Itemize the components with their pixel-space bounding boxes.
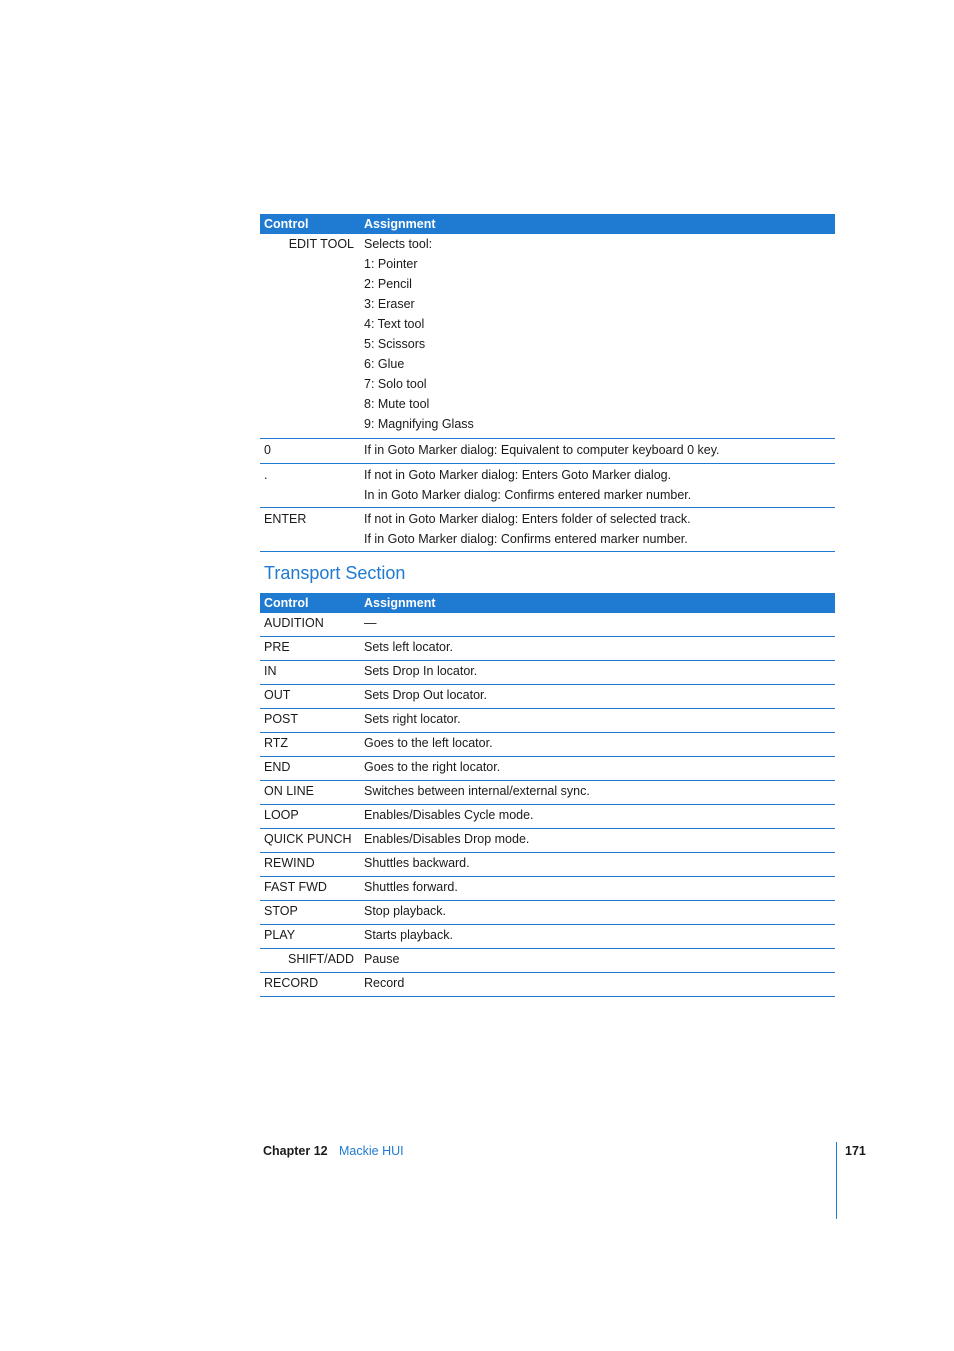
- control-cell: QUICK PUNCH: [264, 832, 352, 846]
- assignment-cell: [364, 465, 835, 505]
- assignment-cell: Sets Drop In locator.: [364, 664, 478, 678]
- control-cell: AUDITION: [264, 616, 324, 630]
- assignment-cell: Goes to the left locator.: [364, 736, 493, 750]
- assignment-line: 4: Text tool: [364, 317, 425, 331]
- control-cell: RTZ: [264, 736, 289, 750]
- control-cell: PLAY: [264, 928, 296, 942]
- table-row: [260, 781, 835, 805]
- assignment-cell: Sets Drop Out locator.: [364, 688, 487, 702]
- assignment-line: 9: Magnifying Glass: [364, 417, 474, 431]
- header-assignment: Assignment: [364, 596, 436, 610]
- transport-table: [260, 593, 835, 997]
- control-cell: .: [264, 468, 268, 482]
- assignment-cell: Sets right locator.: [364, 712, 461, 726]
- assignment-cell: Goes to the right locator.: [364, 760, 501, 774]
- control-cell: EDIT TOOL: [288, 237, 354, 251]
- assignment-cell: Shuttles forward.: [364, 880, 458, 894]
- table-row: [260, 637, 835, 661]
- table-row: [260, 805, 835, 829]
- assignment-line: If not in Goto Marker dialog: Enters folder of selected track.: [364, 512, 691, 526]
- assignment-cell: Switches between internal/external sync.: [364, 784, 590, 798]
- assignment-line: If in Goto Marker dialog: Equivalent to computer keyboard 0 key.: [364, 443, 720, 457]
- table-row: [260, 685, 835, 709]
- table-row: [260, 661, 835, 685]
- assignment-cell: [364, 440, 835, 460]
- control-cell: PRE: [264, 640, 290, 654]
- control-cell: OUT: [264, 688, 291, 702]
- table-row: [260, 234, 835, 439]
- table-row: [260, 877, 835, 901]
- assignment-line: 2: Pencil: [364, 277, 412, 291]
- control-cell: POST: [264, 712, 299, 726]
- control-cell: ON LINE: [264, 784, 315, 798]
- control-cell: RECORD: [264, 976, 319, 990]
- assignment-line: 7: Solo tool: [364, 377, 427, 391]
- table-row: [260, 508, 835, 552]
- control-cell: SHIFT/ADD: [288, 952, 354, 966]
- table-row: [260, 439, 835, 464]
- assignment-cell: Record: [364, 976, 405, 990]
- control-cell: FAST FWD: [264, 880, 327, 894]
- section-title: Transport Section: [264, 563, 406, 583]
- control-cell: 0: [264, 443, 271, 457]
- assignment-cell: [364, 234, 835, 434]
- header-control: Control: [264, 217, 309, 231]
- assignment-cell: Shuttles backward.: [364, 856, 470, 870]
- table-row: [260, 613, 835, 637]
- assignment-table-1: [260, 214, 835, 552]
- assignment-line: In in Goto Marker dialog: Confirms entered marker number.: [364, 488, 692, 502]
- assignment-line: 3: Eraser: [364, 297, 415, 311]
- header-control: Control: [264, 596, 309, 610]
- table-row: [260, 464, 835, 508]
- control-cell: LOOP: [264, 808, 299, 822]
- assignment-line: If not in Goto Marker dialog: Enters Goto Marker dialog.: [364, 468, 672, 482]
- footer-chapter-title: Mackie HUI: [339, 1144, 404, 1158]
- footer-chapter: Chapter 12: [263, 1144, 328, 1158]
- table-row: [260, 733, 835, 757]
- table-row: [260, 925, 835, 949]
- table-row: [260, 901, 835, 925]
- assignment-line: 1: Pointer: [364, 257, 418, 271]
- table-header: [260, 214, 835, 234]
- table-row: [260, 853, 835, 877]
- assignment-line: Selects tool:: [364, 237, 433, 251]
- assignment-line: If in Goto Marker dialog: Confirms entered marker number.: [364, 532, 688, 546]
- assignment-line: 8: Mute tool: [364, 397, 430, 411]
- table-row: [260, 949, 835, 973]
- assignment-cell: [364, 509, 835, 549]
- assignment-cell: —: [364, 616, 377, 630]
- assignment-cell: Enables/Disables Drop mode.: [364, 832, 530, 846]
- control-cell: STOP: [264, 904, 298, 918]
- assignment-cell: Pause: [364, 952, 400, 966]
- table-row: [260, 757, 835, 781]
- table-row: [260, 829, 835, 853]
- control-cell: IN: [264, 664, 277, 678]
- table-row: [260, 709, 835, 733]
- assignment-cell: Starts playback.: [364, 928, 453, 942]
- control-cell: REWIND: [264, 856, 315, 870]
- table-row: [260, 973, 835, 997]
- assignment-cell: Stop playback.: [364, 904, 446, 918]
- control-cell: END: [264, 760, 291, 774]
- assignment-cell: Enables/Disables Cycle mode.: [364, 808, 534, 822]
- assignment-cell: Sets left locator.: [364, 640, 453, 654]
- table-header: [260, 593, 835, 613]
- assignment-line: 5: Scissors: [364, 337, 426, 351]
- assignment-line: 6: Glue: [364, 357, 405, 371]
- page-number: 171: [845, 1144, 866, 1158]
- header-assignment: Assignment: [364, 217, 436, 231]
- footer-divider: [836, 1142, 837, 1219]
- control-cell: ENTER: [264, 512, 307, 526]
